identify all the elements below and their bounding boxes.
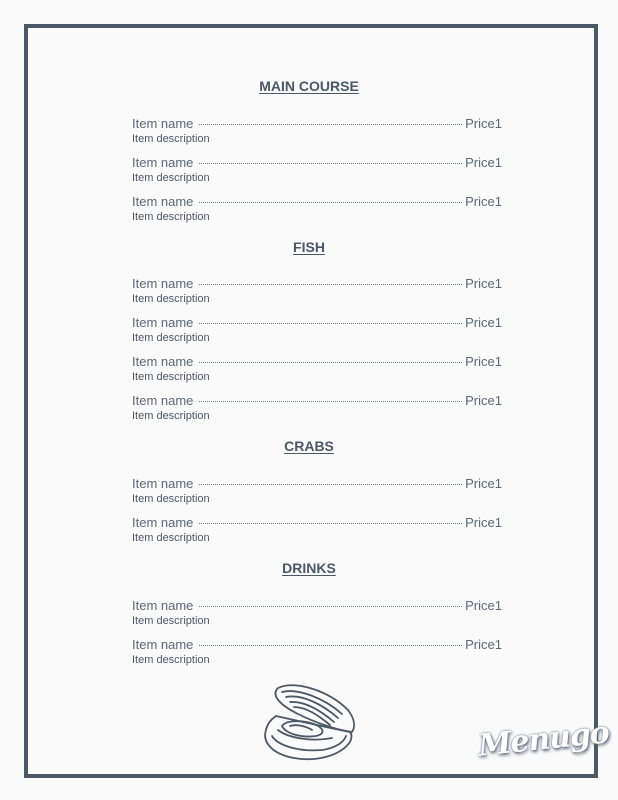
item-price: Price1: [465, 276, 502, 291]
item-price: Price1: [465, 393, 502, 408]
item-name: Item name: [132, 315, 194, 330]
menu-item: [132, 315, 502, 345]
item-name: Item name: [132, 476, 194, 491]
menu-item: [132, 598, 502, 628]
menu-item: [132, 116, 502, 146]
dot-leader: [199, 323, 462, 324]
dot-leader: [199, 202, 462, 203]
item-price: Price1: [465, 637, 502, 652]
item-price: Price1: [465, 598, 502, 613]
item-description: Item description: [132, 293, 210, 305]
item-price: Price1: [465, 194, 502, 209]
item-description: Item description: [132, 211, 210, 223]
item-name: Item name: [132, 598, 194, 613]
item-name: Item name: [132, 276, 194, 291]
dot-leader: [199, 523, 462, 524]
dot-leader: [199, 606, 462, 607]
item-name: Item name: [132, 116, 194, 131]
mussel-shell-icon: [258, 680, 362, 762]
menugo-logo: Menugo: [476, 715, 611, 764]
menu-item: [132, 194, 502, 224]
item-description: Item description: [132, 615, 210, 627]
dot-leader: [199, 163, 462, 164]
section-title-main-course: MAIN COURSE: [259, 78, 359, 94]
section-title-fish: FISH: [293, 239, 325, 255]
item-name: Item name: [132, 515, 194, 530]
section-title-drinks: DRINKS: [282, 560, 336, 576]
item-price: Price1: [465, 515, 502, 530]
item-name: Item name: [132, 354, 194, 369]
menu-item: [132, 393, 502, 423]
item-name: Item name: [132, 194, 194, 209]
dot-leader: [199, 645, 462, 646]
dot-leader: [199, 484, 462, 485]
item-price: Price1: [465, 155, 502, 170]
dot-leader: [199, 401, 462, 402]
item-name: Item name: [132, 637, 194, 652]
item-name: Item name: [132, 393, 194, 408]
dot-leader: [199, 284, 462, 285]
item-description: Item description: [132, 133, 210, 145]
menu-item: [132, 515, 502, 545]
item-price: Price1: [465, 315, 502, 330]
section-title-crabs: CRABS: [284, 438, 334, 454]
dot-leader: [199, 362, 462, 363]
dot-leader: [199, 124, 462, 125]
item-price: Price1: [465, 116, 502, 131]
menu-item: [132, 354, 502, 384]
item-description: Item description: [132, 410, 210, 422]
item-price: Price1: [465, 354, 502, 369]
menu-item: [132, 276, 502, 306]
item-price: Price1: [465, 476, 502, 491]
item-description: Item description: [132, 371, 210, 383]
menu-item: [132, 155, 502, 185]
item-description: Item description: [132, 532, 210, 544]
item-name: Item name: [132, 155, 194, 170]
item-description: Item description: [132, 332, 210, 344]
item-description: Item description: [132, 654, 210, 666]
menu-item: [132, 476, 502, 506]
menu-item: [132, 637, 502, 667]
item-description: Item description: [132, 172, 210, 184]
item-description: Item description: [132, 493, 210, 505]
